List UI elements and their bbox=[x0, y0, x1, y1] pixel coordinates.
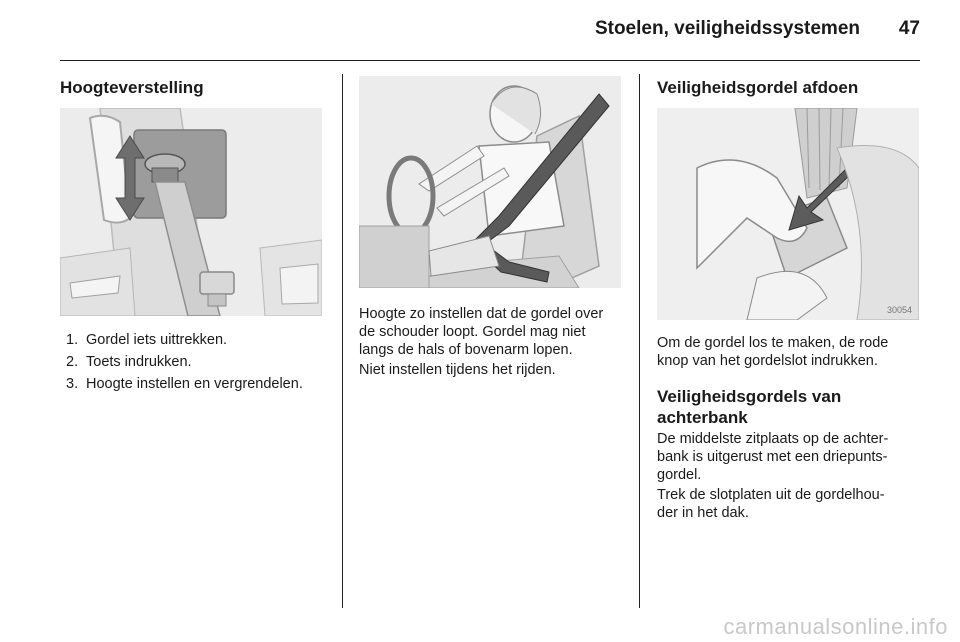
paragraph-latch-plates bbox=[657, 486, 922, 522]
watermark-text: carmanualsonline.info bbox=[723, 614, 948, 639]
figure-height-adjuster bbox=[60, 108, 322, 316]
list-item bbox=[66, 353, 338, 371]
list-item bbox=[66, 331, 338, 349]
heading-line: Veiligheidsgordels van bbox=[657, 387, 842, 406]
step-number: 1. bbox=[66, 332, 79, 348]
text-line: Trek de slotplaten uit de gordelhou- bbox=[657, 487, 885, 503]
footer-watermark bbox=[0, 614, 960, 640]
figure-belt-position bbox=[359, 76, 621, 288]
step-text: Hoogte instellen en vergrendelen. bbox=[86, 376, 303, 392]
page-header-title: Stoelen, veiligheidssystemen bbox=[594, 18, 860, 39]
figure-code: 30054 bbox=[887, 305, 913, 315]
column-divider-1 bbox=[342, 74, 343, 608]
list-item bbox=[66, 375, 338, 393]
section-heading-height-adjustment: Hoogteverstelling bbox=[60, 78, 204, 97]
belt-height-adjuster-illustration bbox=[60, 108, 322, 316]
text-line: der in het dak. bbox=[657, 505, 749, 521]
text-line: langs de hals of bovenarm lopen. bbox=[359, 342, 573, 358]
text-line: Hoogte zo instellen dat de gordel over bbox=[359, 306, 604, 322]
header-rule bbox=[60, 60, 920, 61]
paragraph-rear-middle-seat bbox=[657, 430, 922, 484]
text-line: gordel. bbox=[657, 467, 702, 483]
step-text: Gordel iets uittrekken. bbox=[86, 332, 228, 348]
text-line: Om de gordel los te maken, de rode bbox=[657, 335, 889, 351]
section-heading-rear-belts bbox=[657, 386, 922, 428]
text-line: De middelste zitplaats op de achter- bbox=[657, 431, 889, 447]
paragraph-unfasten bbox=[657, 334, 922, 370]
heading-line: achterbank bbox=[657, 408, 748, 427]
text-line: de schouder loopt. Gordel mag niet bbox=[359, 324, 586, 340]
adjustment-steps-list bbox=[66, 331, 338, 397]
paragraph-belt-position bbox=[359, 305, 634, 359]
buckle-release-illustration bbox=[657, 108, 919, 320]
column-divider-2 bbox=[639, 74, 640, 608]
page-number: 47 bbox=[898, 18, 920, 39]
step-text: Toets indrukken. bbox=[86, 354, 192, 370]
step-number: 2. bbox=[66, 354, 79, 370]
step-number: 3. bbox=[66, 376, 79, 392]
figure-unfasten-belt bbox=[657, 108, 919, 320]
driver-belt-illustration bbox=[359, 76, 621, 288]
text-line: knop van het gordelslot indrukken. bbox=[657, 353, 878, 369]
text-line: bank is uitgerust met een driepunts- bbox=[657, 449, 888, 465]
paragraph-no-adjust-driving: Niet instellen tijdens het rijden. bbox=[359, 362, 556, 378]
section-heading-unfasten: Veiligheidsgordel afdoen bbox=[657, 78, 859, 97]
